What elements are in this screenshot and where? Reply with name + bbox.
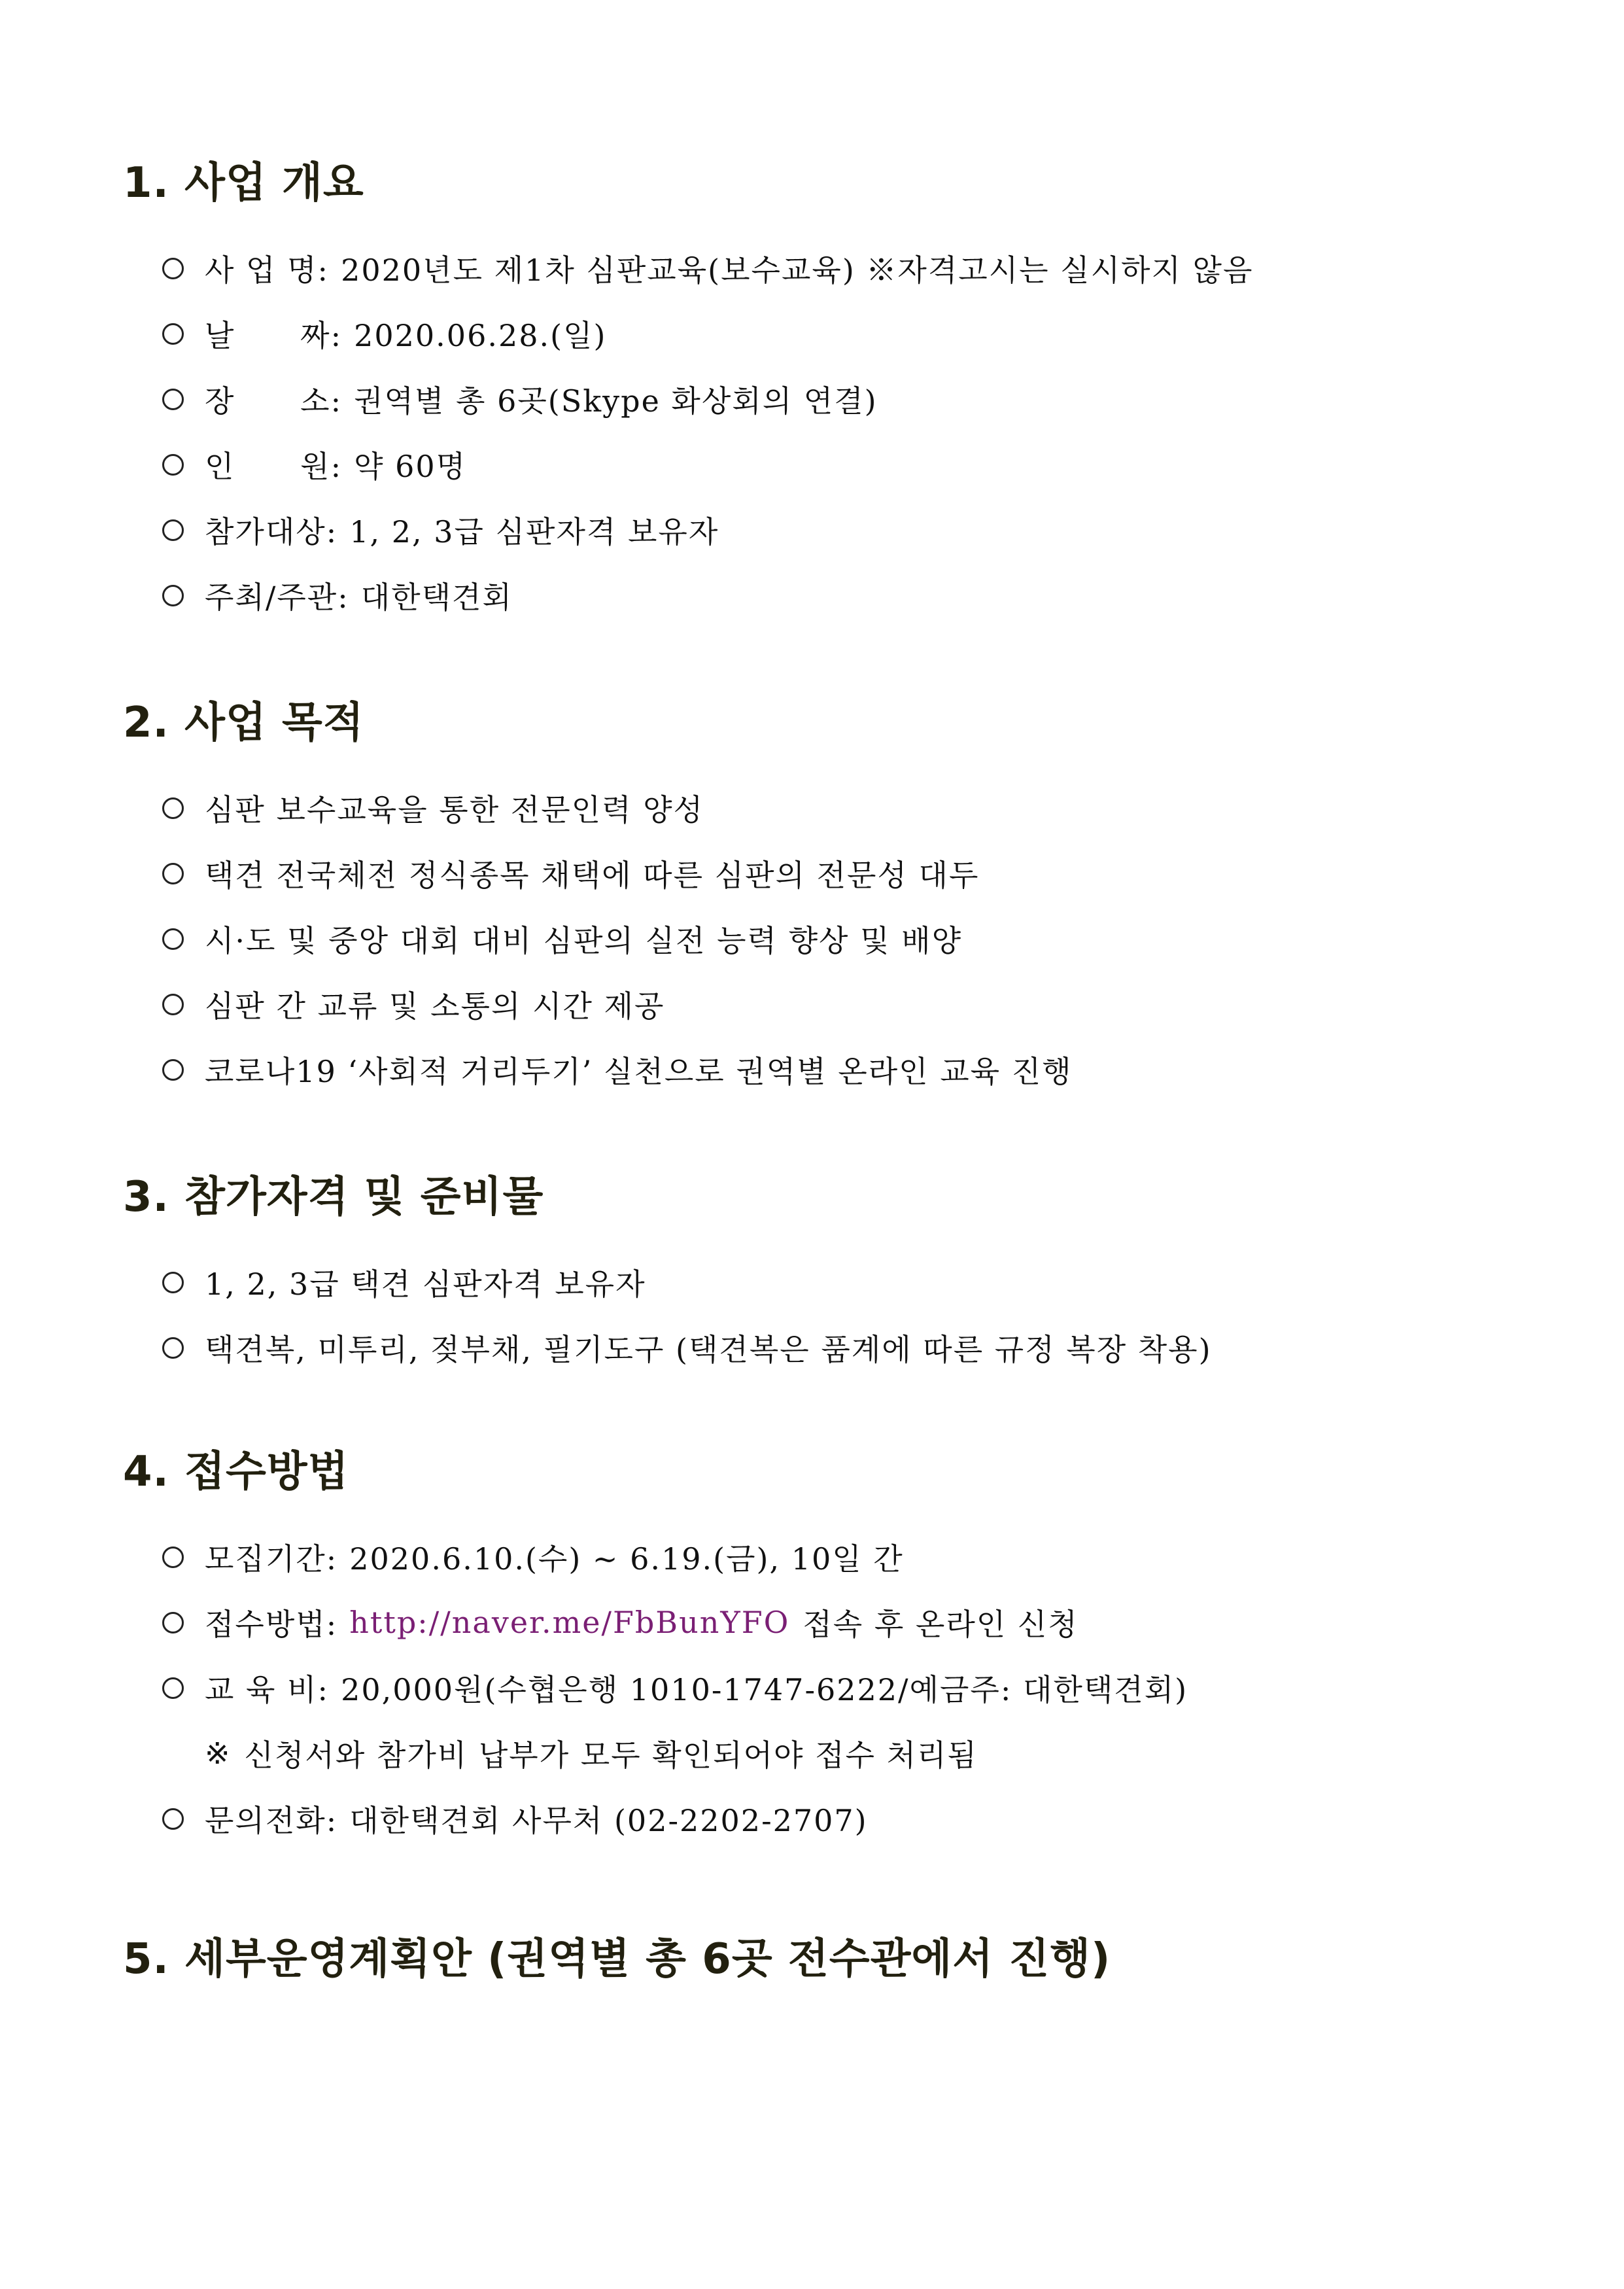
item-text: 심판 보수교육을 통한 전문인력 양성: [205, 792, 704, 828]
item-text: 대한택견회: [360, 580, 513, 615]
section-eligibility: [123, 1171, 1526, 1380]
section-title: 3. 참가자격 및 준비물: [123, 1173, 544, 1221]
circle-bullet-icon: [162, 1612, 184, 1634]
list-item: [123, 1037, 1526, 1102]
note-item: [123, 1721, 1526, 1786]
item-label: 인 원:: [205, 449, 343, 484]
list-item: [123, 971, 1526, 1037]
section-overview: [123, 157, 1526, 628]
item-text: 2020.06.28.(일): [354, 318, 607, 353]
item-label: 사 업 명:: [205, 253, 330, 288]
item-text: 2020년도 제1차 심판교육(보수교육) ※자격고시는 실시하지 않음: [341, 253, 1254, 288]
item-label: 장 소:: [205, 383, 343, 419]
circle-bullet-icon: [162, 1059, 184, 1081]
list-item: [123, 563, 1526, 628]
list-item: [123, 775, 1526, 841]
item-label: 교 육 비:: [205, 1672, 330, 1707]
note-text: 신청서와 참가비 납부가 모두 확인되어야 접수 처리됨: [244, 1738, 978, 1773]
item-text: 1, 2, 3급 심판자격 보유자: [349, 514, 719, 550]
circle-bullet-icon: [162, 1546, 184, 1568]
circle-bullet-icon: [162, 1808, 184, 1830]
item-text: 택견복, 미투리, 젖부채, 필기도구 (택견복은 품계에 따른 규정 복장 착용): [205, 1332, 1212, 1367]
item-text: 접속 후 온라인 신청: [803, 1607, 1079, 1642]
section-title: 2. 사업 목적: [123, 699, 364, 747]
application-link[interactable]: http://naver.me/FbBunYFO: [349, 1605, 790, 1640]
item-label: 접수방법:: [205, 1607, 338, 1642]
item-label: 날 짜:: [205, 318, 343, 353]
list-item: [123, 366, 1526, 432]
circle-bullet-icon: [162, 454, 184, 476]
circle-bullet-icon: [162, 519, 184, 541]
list-item: [123, 1249, 1526, 1315]
item-label: 주최/주관:: [205, 580, 349, 615]
item-text: 1, 2, 3급 택견 심판자격 보유자: [205, 1267, 646, 1302]
item-list: [123, 1249, 1526, 1380]
circle-bullet-icon: [162, 585, 184, 606]
item-list: [123, 1524, 1526, 1851]
reference-mark-icon: ※: [205, 1736, 232, 1771]
section-title: 1. 사업 개요: [123, 159, 364, 207]
item-text: 택견 전국체전 정식종목 채택에 따른 심판의 전문성 대두: [205, 858, 980, 893]
item-text: 코로나19 ‘사회적 거리두기’ 실천으로 권역별 온라인 교육 진행: [205, 1054, 1073, 1089]
section-title: 4. 접수방법: [123, 1448, 349, 1496]
section-operation-plan: [123, 1933, 1526, 1985]
list-item: [123, 1524, 1526, 1590]
item-text: 시·도 및 중앙 대회 대비 심판의 실전 능력 향상 및 배양: [205, 923, 962, 958]
item-text: 2020.6.10.(수) ~ 6.19.(금), 10일 간: [349, 1541, 904, 1577]
circle-bullet-icon: [162, 994, 184, 1015]
item-list: [123, 236, 1526, 628]
item-list: [123, 775, 1526, 1102]
section-purpose: [123, 697, 1526, 1102]
item-text: 약 60명: [354, 449, 467, 484]
item-text: 권역별 총 6곳(Skype 화상회의 연결): [354, 383, 878, 419]
circle-bullet-icon: [162, 863, 184, 884]
circle-bullet-icon: [162, 389, 184, 410]
item-text: 20,000원(수협은행 1010-1747-6222/예금주: 대한택견회): [341, 1672, 1188, 1707]
item-label: 모집기간:: [205, 1541, 338, 1577]
circle-bullet-icon: [162, 1272, 184, 1293]
list-item: [123, 1655, 1526, 1721]
circle-bullet-icon: [162, 258, 184, 279]
section-title: 5. 세부운영계획안 (권역별 총 6곳 전수관에서 진행): [123, 1935, 1111, 1983]
list-item: [123, 432, 1526, 497]
list-item: [123, 1590, 1526, 1655]
circle-bullet-icon: [162, 1337, 184, 1359]
list-item: [123, 1315, 1526, 1380]
circle-bullet-icon: [162, 928, 184, 950]
item-label: 참가대상:: [205, 514, 338, 550]
list-item: [123, 1786, 1526, 1851]
list-item: [123, 236, 1526, 301]
section-application: [123, 1446, 1526, 1851]
list-item: [123, 906, 1526, 971]
circle-bullet-icon: [162, 797, 184, 819]
circle-bullet-icon: [162, 1677, 184, 1699]
item-text: 대한택견회 사무처 (02-2202-2707): [349, 1803, 868, 1838]
list-item: [123, 301, 1526, 366]
list-item: [123, 497, 1526, 563]
item-label: 문의전화:: [205, 1803, 338, 1838]
circle-bullet-icon: [162, 323, 184, 345]
list-item: [123, 841, 1526, 906]
item-text: 심판 간 교류 및 소통의 시간 제공: [205, 988, 665, 1024]
